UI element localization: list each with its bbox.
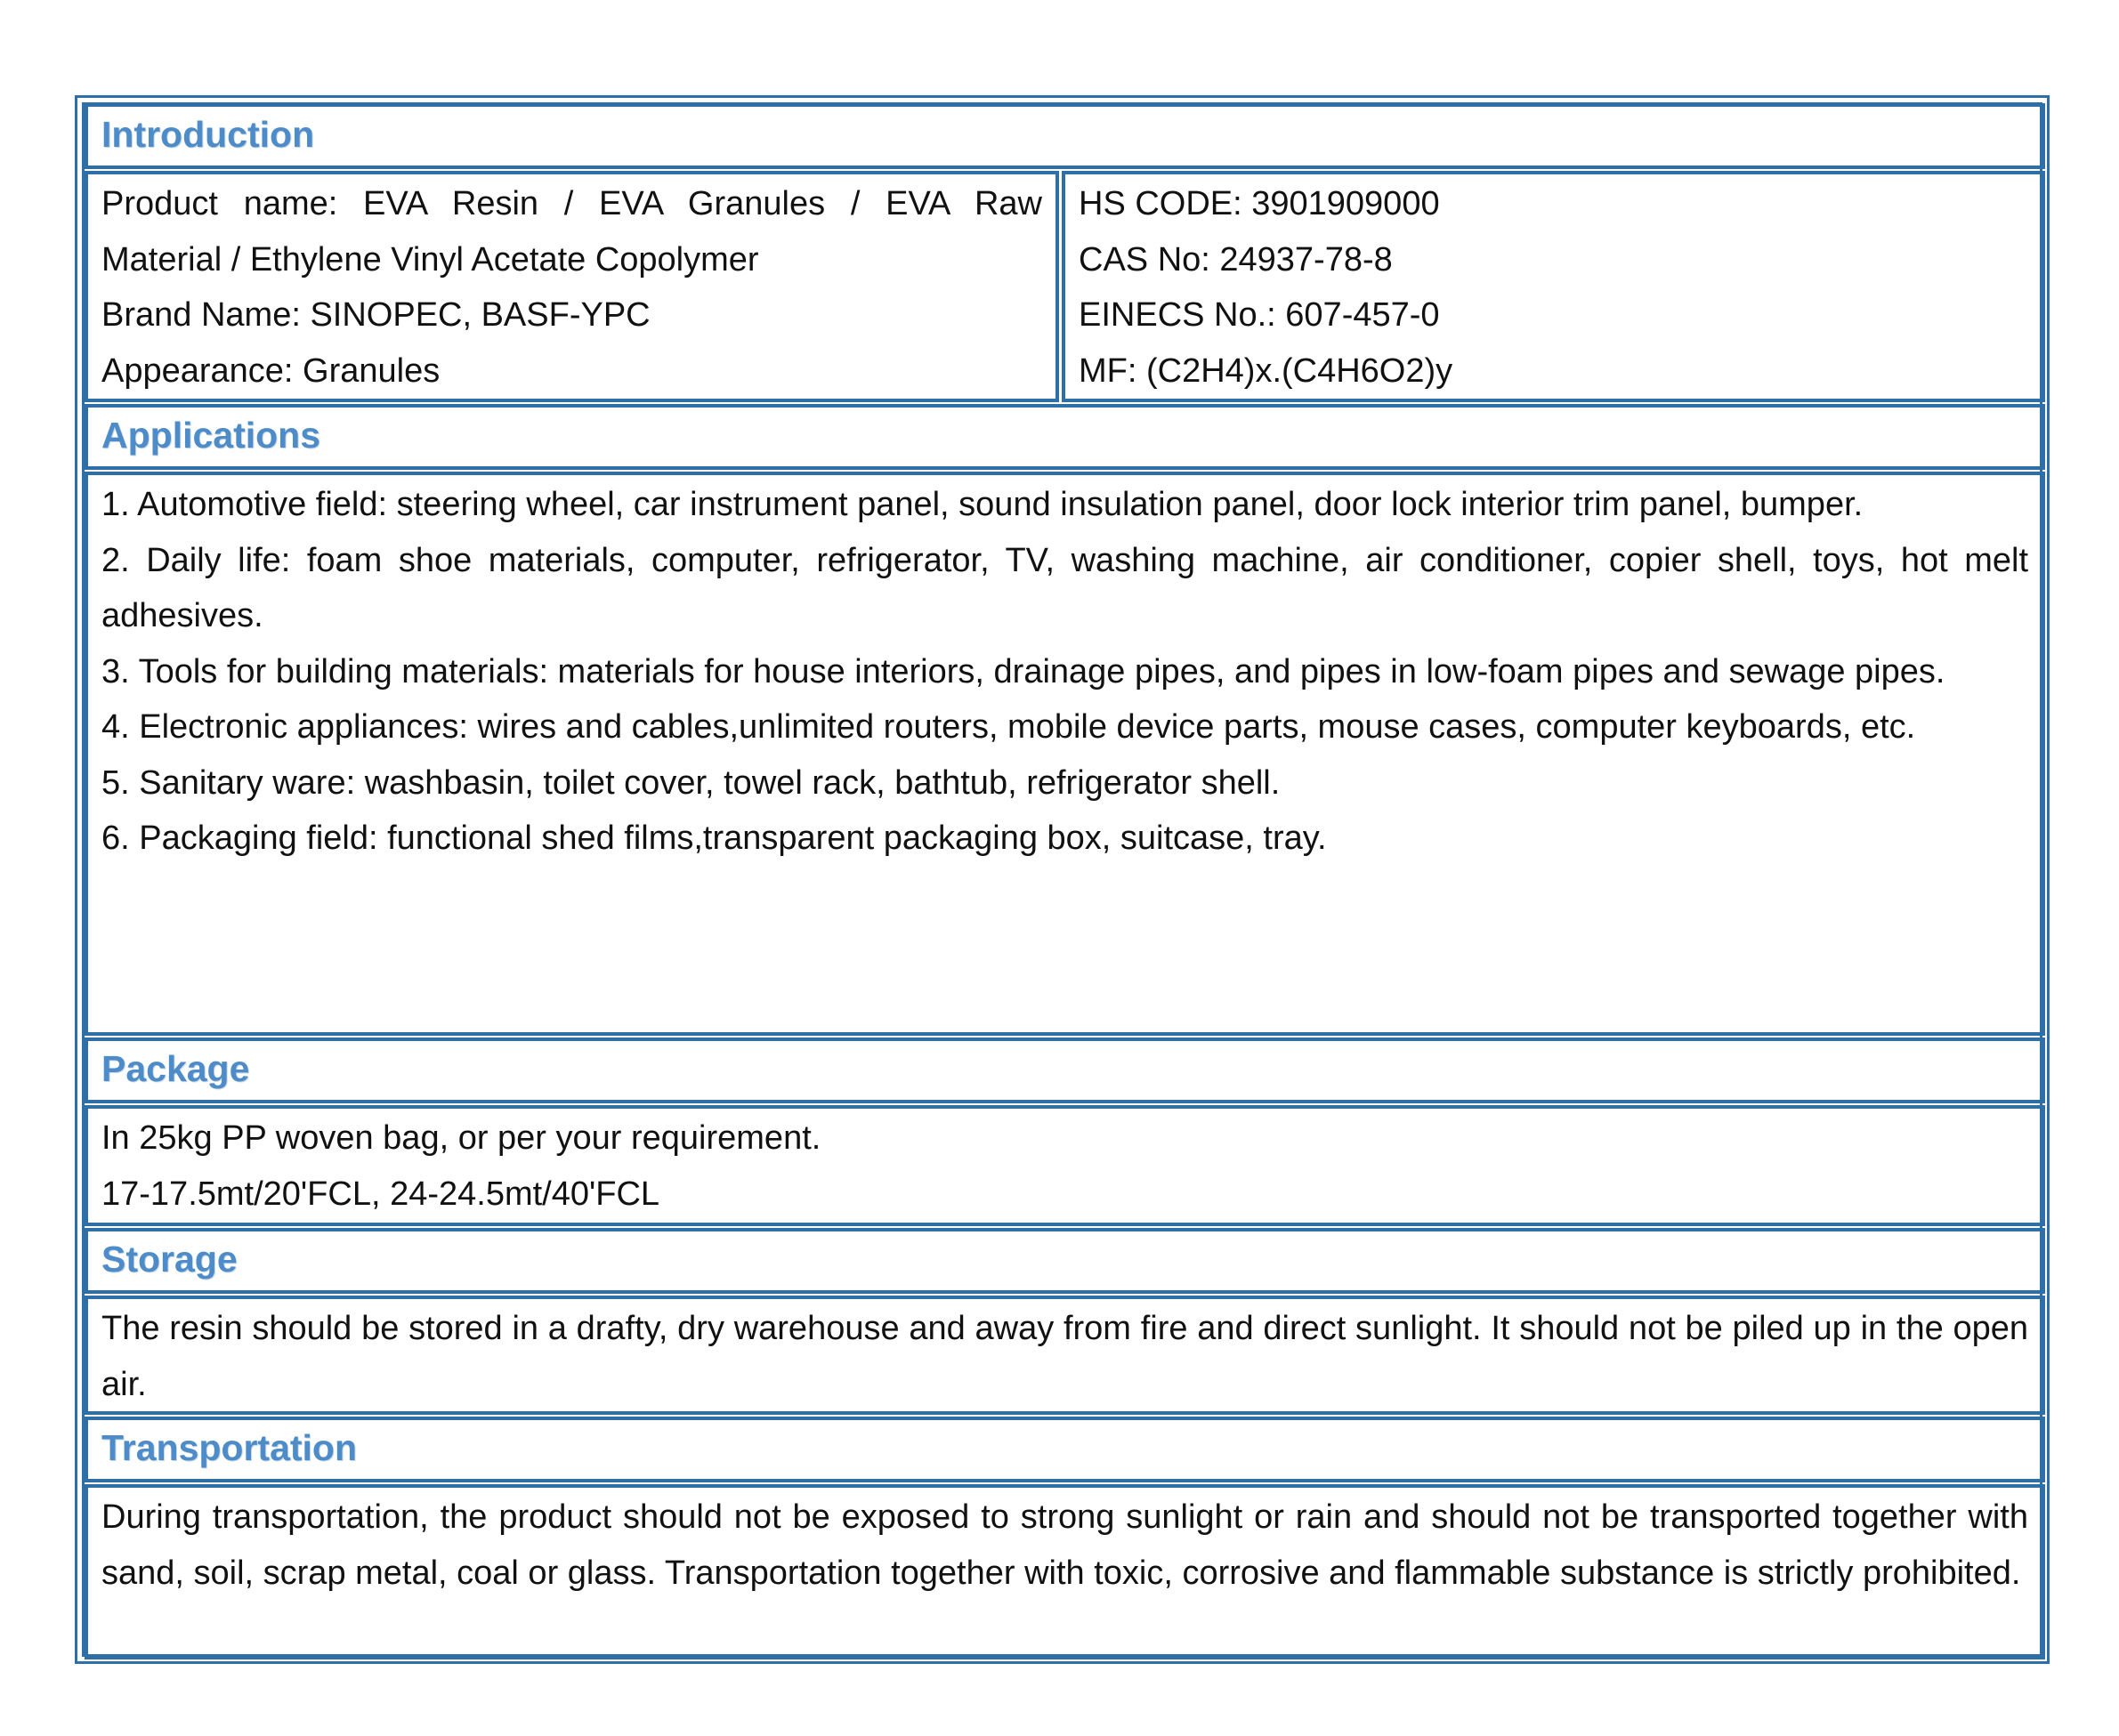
application-item-building-materials: 3. Tools for building materials: materials for house interiors, drainage pipes, and pipes in low-foam pipes and sewage pipes. bbox=[101, 652, 1945, 690]
introduction-heading: Introduction bbox=[85, 103, 2045, 169]
spec-sheet bbox=[75, 95, 2050, 1664]
package-line-bag: In 25kg PP woven bag, or per your requirement. bbox=[101, 1119, 821, 1157]
application-item-packaging: 6. Packaging field: functional shed films,transparent packaging box, suitcase, tray. bbox=[101, 820, 1327, 857]
einecs-no: EINECS No.: 607-457-0 bbox=[1079, 296, 1440, 334]
transportation-text: During transportation, the product should not be exposed to strong sunlight or rain and should not be transported together with sand, soil, scrap metal, coal or glass. Transportation together with toxic, corrosive and flammable substance is strictly prohibited. bbox=[101, 1498, 2028, 1592]
applications-heading: Applications bbox=[85, 404, 2045, 470]
introduction-right-cell bbox=[1062, 171, 2045, 402]
application-item-sanitary: 5. Sanitary ware: washbasin, toilet cover, towel rack, bathtub, refrigerator shell. bbox=[101, 763, 1281, 802]
application-item-daily-life: 2. Daily life: foam shoe materials, computer, refrigerator, TV, washing machine, air conditioner, copier shell, toys, hot melt adhesives. bbox=[101, 541, 2028, 634]
brand-name: Brand Name: SINOPEC, BASF-YPC bbox=[101, 296, 651, 334]
product-name-line-1: Product name: EVA Resin / EVA Granules / EVA Raw bbox=[101, 185, 1042, 222]
package-line-container: 17-17.5mt/20'FCL, 24-24.5mt/40'FCL bbox=[101, 1175, 660, 1213]
applications-list bbox=[85, 472, 2045, 1036]
package-heading: Package bbox=[85, 1038, 2045, 1103]
application-item-automotive: 1. Automotive field: steering wheel, car instrument panel, sound insulation panel, door lock interior trim panel, bumper. bbox=[101, 486, 1864, 523]
molecular-formula: MF: (C2H4)x.(C4H6O2)y bbox=[1079, 351, 1453, 390]
appearance: Appearance: Granules bbox=[101, 351, 441, 390]
storage-body bbox=[85, 1296, 2045, 1415]
storage-heading: Storage bbox=[85, 1228, 2045, 1294]
hs-code: HS CODE: 3901909000 bbox=[1079, 185, 1440, 222]
product-name-line-2: Material / Ethylene Vinyl Acetate Copolymer bbox=[101, 240, 759, 279]
transportation-heading: Transportation bbox=[85, 1417, 2045, 1482]
application-item-electronic: 4. Electronic appliances: wires and cables,unlimited routers, mobile device parts, mouse cases, computer keyboards, etc. bbox=[101, 708, 1916, 746]
storage-text: The resin should be stored in a drafty, dry warehouse and away from fire and direct sunlight. It should not be piled up in the open air. bbox=[101, 1310, 2028, 1403]
cas-no: CAS No: 24937-78-8 bbox=[1079, 240, 1393, 279]
package-body bbox=[85, 1105, 2045, 1226]
transportation-body bbox=[85, 1484, 2045, 1659]
introduction-left-cell bbox=[85, 171, 1059, 402]
